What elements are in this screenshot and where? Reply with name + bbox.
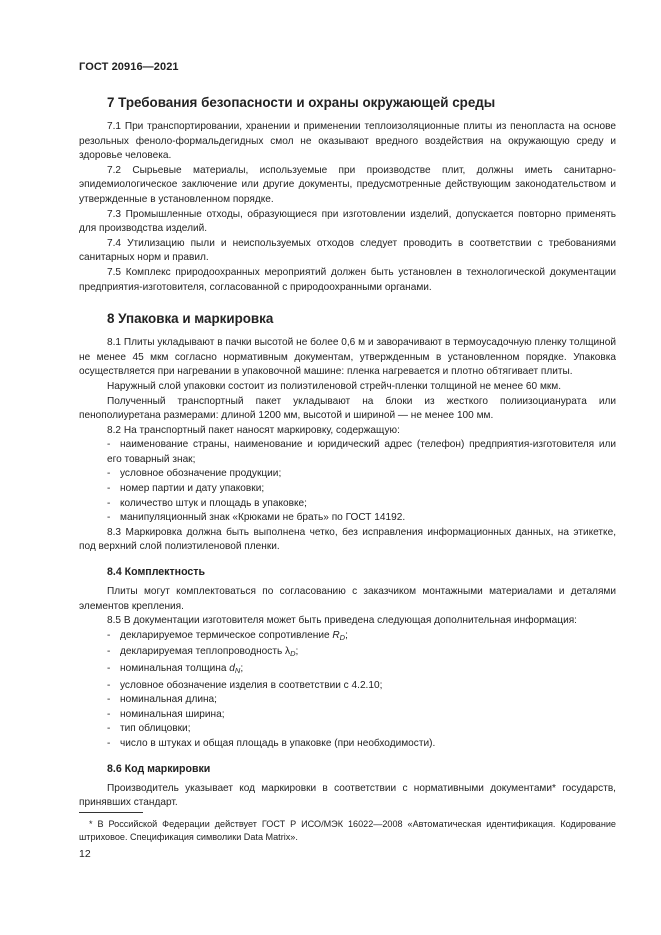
paragraph-7-1: 7.1 При транспортировании, хранении и применении теплоизоляционные плиты из пенопласта на основе резольных феноло-формальдегидных смол не оказывают вредного воздействия на окружающую среду и здоровье человека. <box>79 121 616 162</box>
list-item: - количество штук и площадь в упаковке; <box>107 497 307 509</box>
footnote-divider <box>79 812 143 813</box>
marking-list <box>79 438 616 526</box>
paragraph-7-4: 7.4 Утилизацию пыли и неиспользуемых отходов следует проводить в соответствии с требованиями санитарных норм и правил. <box>79 237 616 264</box>
paragraph-8-6: Производитель указывает код маркировки в соответствии с нормативными документами* государств, принявших стандарт. <box>79 782 616 809</box>
list-item: - манипуляционный знак «Крюками не брать» по ГОСТ 14192. <box>107 512 406 524</box>
paragraph-8-1: 8.1 Плиты укладывают в пачки высотой не более 0,6 м и заворачивают в термоусадочную пленку толщиной не менее 45 мкм согласно нормативным документам, утвержденным в установленном порядке. Упаковка осуществляется при нагревании в упаковочной машине: пленка нагревается и плотно обтягивает плиты. <box>79 337 616 378</box>
paragraph-7-3: 7.3 Промышленные отходы, образующиеся при изготовлении изделий, допускается повторно применять для производства изделий. <box>79 208 616 235</box>
standard-header: ГОСТ 20916—2021 <box>79 61 179 73</box>
paragraph-8-2: 8.2 На транспортный пакет наносят маркировку, содержащую: <box>107 424 400 436</box>
footnote: * В Российской Федерации действует ГОСТ Р ИСО/МЭК 16022—2008 «Автоматическая идентификация. Кодирование штриховое. Спецификация символики Data Matrix». <box>79 819 616 843</box>
additional-info-list <box>79 629 616 752</box>
subsection-8-6-title: 8.6 Код маркировки <box>107 762 211 775</box>
paragraph-7-5: 7.5 Комплекс природоохранных мероприятий должен быть установлен в технологической документации предприятия-изготовителя, согласованной с природоохранными органами. <box>79 266 616 293</box>
page-content <box>79 94 616 811</box>
paragraph-8-1-outer-layer: Наружный слой упаковки состоит из полиэтиленовой стрейч-пленки толщиной не менее 60 мкм. <box>107 380 562 392</box>
paragraph-8-3: 8.3 Маркировка должна быть выполнена четко, без исправления информационных данных, на этикетке, под верхний слой полиэтиленовой пленки. <box>79 526 616 553</box>
page-number: 12 <box>79 848 91 860</box>
list-item: - номинальная ширина; <box>107 708 225 720</box>
list-item: - декларируемая теплопроводность $\lambda_D$; <box>107 646 299 659</box>
list-item: - условное обозначение продукции; <box>107 468 282 480</box>
list-item: - номер партии и дату упаковки; <box>107 483 265 495</box>
list-item: - тип облицовки; <box>107 723 191 735</box>
list-item: - число в штуках и общая площадь в упаковке (при необходимости). <box>107 737 436 749</box>
list-item: - наименование страны, наименование и юридический адрес (телефон) предприятия-изготовителя или его товарный знак; <box>107 439 616 465</box>
section-7-title: 7 Требования безопасности и охраны окружающей среды <box>107 95 496 110</box>
section-8-title: 8 Упаковка и маркировка <box>107 311 274 327</box>
list-item: - декларируемое термическое сопротивление $R_D$; <box>107 629 348 642</box>
list-item: - условное обозначение изделия в соответствии с 4.2.10; <box>107 679 383 691</box>
paragraph-7-2: 7.2 Сырьевые материалы, используемые при производстве плит, должны иметь санитарно-эпидемиологическое заключение или другие документы, предусмотренные действующим законодательством и утвержденные в установленном порядке. <box>79 164 616 205</box>
list-item: - номинальная длина; <box>107 694 217 706</box>
paragraph-8-1-pallet: Полученный транспортный пакет укладывают на блоки из жесткого полиизоцианурата или пенополиуретана размерами: длиной 1200 мм, высотой и шириной — не менее 100 мм. <box>79 395 616 422</box>
paragraph-8-5: 8.5 В документации изготовителя может быть приведена следующая дополнительная информация: <box>107 615 577 627</box>
list-item: - номинальная толщина $d_N$; <box>107 663 244 675</box>
paragraph-8-4: Плиты могут комплектоваться по согласованию с заказчиком монтажными материалами и деталями элементов крепления. <box>79 586 616 612</box>
subsection-8-4-title: 8.4 Комплектность <box>107 566 205 579</box>
